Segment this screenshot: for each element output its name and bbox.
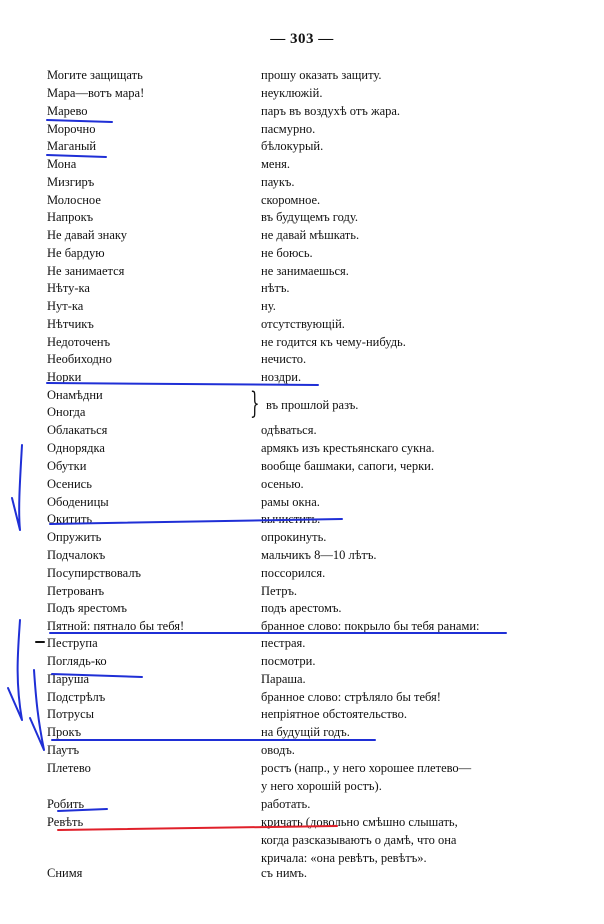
entry-definition: бѣлокурый. (261, 139, 324, 153)
entry-word: Мона (47, 157, 77, 171)
entry-definition: армякъ изъ крестьянскаго сукна. (261, 441, 435, 455)
entry-definition: опрокинуть. (261, 530, 327, 544)
entry-word: Оногда (47, 405, 86, 419)
entry-word: Потрусы (47, 707, 95, 721)
entry-word: Подстрѣлъ (47, 690, 106, 704)
entry-word: Необиходно (47, 352, 112, 366)
entry-word: Мара—вотъ мара! (47, 86, 145, 100)
entry-word: Снимя (47, 866, 83, 880)
entry-definition: посмотри. (261, 654, 316, 668)
entry-word: Нѣтчикъ (47, 317, 94, 331)
entry-definition: нѣтъ. (261, 281, 290, 295)
entry-definition: скоромное. (261, 193, 321, 207)
entry-word: Паруша (47, 672, 90, 686)
entry-definition: прошу оказать защиту. (261, 68, 382, 82)
entry-definition: неуклюжій. (261, 86, 323, 100)
entry-word: Подчалокъ (47, 548, 106, 562)
page-number: — 303 — (270, 31, 334, 47)
entry-word: Напрокъ (47, 210, 94, 224)
entry-word: Онамѣдни (47, 388, 103, 402)
entry-word: Паутъ (47, 743, 80, 757)
entry-word: Молосное (47, 193, 101, 207)
entry-definition: не занимаешься. (261, 264, 349, 278)
brace-symbol: } (250, 386, 260, 421)
entry-definition: бранное слово: покрыло бы тебя ранами: (261, 619, 480, 633)
entry-word: Облакаться (47, 423, 108, 437)
entry-definition: вычистить. (261, 512, 321, 526)
entry-definition: одѣваться. (261, 423, 317, 437)
entry-word: Однорядка (47, 441, 105, 455)
entry-definition: не боюсь. (261, 246, 313, 260)
entry-word: Маганый (47, 139, 97, 153)
entry-definition: паръ въ воздухѣ отъ жара. (261, 104, 401, 118)
entry-definition: не годится къ чему-нибудь. (261, 335, 406, 349)
entry-definition: когда разсказываютъ о дамѣ, что она (261, 833, 457, 847)
entry-definition: Петръ. (261, 584, 298, 598)
entry-word: Робить (47, 797, 85, 811)
entry-definition: ростъ (напр., у него хорошее плетево— (261, 761, 472, 775)
entry-definition: нечисто. (261, 352, 307, 366)
entry-definition: бранное слово: стрѣляло бы тебя! (261, 690, 441, 704)
entry-word: Ободеницы (47, 495, 109, 509)
entry-definition: непріятное обстоятельство. (261, 707, 407, 721)
entry-definition: кричала: «она ревѣтъ, ревѣтъ». (261, 851, 427, 865)
entry-definition: на будущій годъ. (261, 725, 350, 739)
entry-definition: мальчикъ 8—10 лѣтъ. (261, 548, 377, 562)
entry-word: Окитить (47, 512, 93, 526)
entry-definition: съ нимъ. (261, 866, 308, 880)
margin-arrow-3 (30, 670, 44, 750)
entry-definition: у него хорошій ростъ). (261, 779, 382, 793)
entry-definition: пасмурно. (261, 122, 316, 136)
entry-word: Норки (47, 370, 82, 384)
entry-word: Посупирствовалъ (47, 566, 142, 580)
entry-word: Опружить (47, 530, 102, 544)
entry-word: Осенись (47, 477, 92, 491)
entry-definition: осенью. (261, 477, 304, 491)
entry-word: Мизгиръ (47, 175, 95, 189)
entry-word: Плетево (47, 761, 91, 775)
entry-word: Поглядь-ко (47, 654, 107, 668)
entry-definition: кричать (довольно смѣшно слышать, (261, 815, 458, 829)
entry-definition: работать. (261, 797, 311, 811)
entry-definition: меня. (261, 157, 291, 171)
entry-word: Нѣту-ка (47, 281, 90, 295)
entry-word: Не давай знаку (47, 228, 128, 242)
entry-word: Недоточенъ (47, 335, 111, 349)
entry-definition: ну. (261, 299, 276, 313)
entry-word: Ревѣть (47, 815, 84, 829)
entry-definition: не давай мѣшкать. (261, 228, 360, 242)
entry-word: Пеструпа (47, 636, 98, 650)
entry-word: Не занимается (47, 264, 125, 278)
margin-arrow-1 (12, 445, 22, 530)
entry-definition: оводъ. (261, 743, 295, 757)
entry-word: Нут-ка (47, 299, 84, 313)
entry-definition: отсутствующій. (261, 317, 345, 331)
entry-word: Могите защищать (47, 68, 143, 82)
entry-definition: поссорился. (261, 566, 326, 580)
entry-definition: подъ арестомъ. (261, 601, 342, 615)
entry-definition: рамы окна. (261, 495, 320, 509)
entry-word: Не бардую (47, 246, 105, 260)
entry-word: Подъ ярестомъ (47, 601, 127, 615)
entry-definition: Параша. (261, 672, 306, 686)
entry-word: Пятной: пятнало бы тебя! (47, 619, 185, 633)
entry-definition: вообще башмаки, сапоги, черки. (261, 459, 434, 473)
entry-definition: паукъ. (261, 175, 295, 189)
entry-definition: ноздри. (261, 370, 302, 384)
entry-word: Морочно (47, 122, 96, 136)
entry-word: Петрованъ (47, 584, 105, 598)
entry-definition: въ прошлой разъ. (266, 398, 359, 412)
entry-definition: пестрая. (261, 636, 306, 650)
margin-arrow-2 (8, 620, 22, 720)
entry-word: Прокъ (47, 725, 82, 739)
entry-word: Обутки (47, 459, 87, 473)
entry-definition: въ будущемъ году. (261, 210, 358, 224)
entry-word: Марево (47, 104, 88, 118)
